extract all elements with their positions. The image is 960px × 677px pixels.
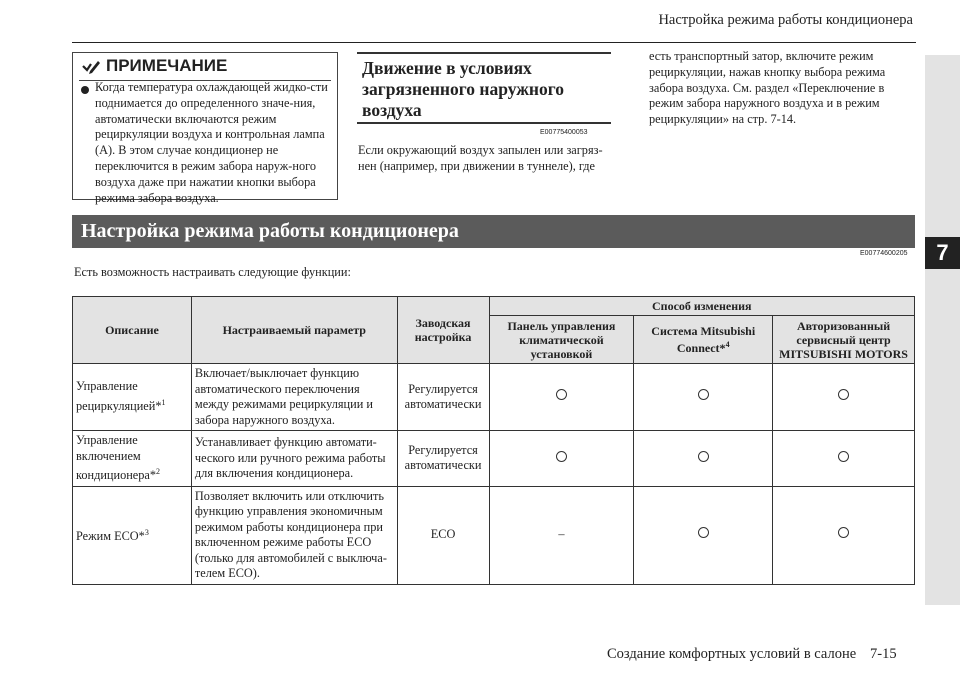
- circle-mark-icon: [698, 527, 709, 538]
- row-desc-text: Управление рециркуляцией*: [76, 379, 162, 414]
- header-connect-sup: 4: [725, 340, 730, 349]
- row-factory: ECO: [397, 486, 489, 584]
- header-dealer: Авторизованный сервисный центр MITSUBISHI MOTORS: [773, 316, 915, 364]
- header-parameter: Настраиваемый параметр: [191, 297, 397, 364]
- circle-mark-icon: [838, 389, 849, 400]
- row-connect: [634, 364, 773, 431]
- subsection-heading: Движение в условиях загрязненного наружного воздуха: [357, 52, 611, 124]
- header-description: Описание: [73, 297, 192, 364]
- row-dealer: [773, 431, 915, 487]
- row-desc-sup: 2: [156, 467, 161, 476]
- side-tab: [925, 55, 960, 605]
- section-intro: Есть возможность настраивать следующие функции:: [74, 265, 351, 279]
- subsection-continuation: есть транспортный затор, включите режим рециркуляции, нажав кнопку выбора режима забора воздуха. См. раздел «Переключение в режим забора наружного воздуха и в режим рециркуляции» на стр. 7-14.: [649, 49, 886, 127]
- row-desc-text: Управление включением кондиционера*: [76, 433, 157, 483]
- row-factory: Регулируется автоматически: [397, 364, 489, 431]
- row-panel: –: [489, 486, 634, 584]
- row-panel: [489, 431, 634, 487]
- header-rule: [72, 42, 916, 43]
- header-panel: Панель управления климатической установкой: [489, 316, 634, 364]
- section-banner: Настройка режима работы кондиционера: [72, 215, 915, 248]
- pencil-check-icon: [81, 58, 101, 74]
- row-desc-text: Режим ECO*: [76, 529, 145, 544]
- header-connect-text: Система Mitsubishi Connect*: [651, 324, 756, 355]
- row-dealer: [773, 364, 915, 431]
- circle-mark-icon: [838, 451, 849, 462]
- table-row: [73, 486, 915, 584]
- running-header-title: Настройка режима работы кондиционера: [658, 12, 913, 28]
- header-connect: [634, 316, 773, 364]
- header-method: Способ изменения: [489, 297, 914, 316]
- circle-mark-icon: [556, 451, 567, 462]
- row-description: [73, 431, 192, 487]
- row-parameter: Устанавливает функцию автомати-ческого или ручного режима работы для включения кондиционера.: [191, 431, 397, 487]
- settings-table: [72, 296, 915, 585]
- row-panel: [489, 364, 634, 431]
- row-connect: [634, 486, 773, 584]
- row-desc-sup: 3: [144, 528, 149, 538]
- row-parameter: Позволяет включить или отключить функцию управления экономичным режимом работы кондиционера при включенном режиме работы ECO (только для автомобилей с выключа-телем ECO).: [191, 486, 397, 584]
- note-header: [73, 53, 345, 79]
- circle-mark-icon: [556, 389, 567, 400]
- chapter-number: 7: [925, 237, 960, 269]
- row-desc-sup: 1: [161, 397, 166, 407]
- note-box: [72, 52, 338, 205]
- table-row: [73, 364, 915, 431]
- header-factory: Заводская настройка: [397, 297, 489, 364]
- section-code: E00774600205: [860, 250, 908, 257]
- subsection-code: E00775400053: [540, 129, 588, 136]
- subsection-text: Если окружающий воздух запылен или загряз-нен (например, при движении в туннеле), где: [358, 143, 603, 173]
- table-row: [73, 431, 915, 487]
- note-text: Когда температура охлаждающей жидко-сти поднимается до определенного значе-ния, автоматически включаются режим рециркуляции воздуха и контрольная лампа (A). В этом случае кондиционер не переключится в режим забора наруж-ного воздуха даже при нажатии кнопки выбора режима забора воздуха.: [95, 80, 328, 205]
- row-description: [73, 364, 192, 431]
- footer-text: Создание комфортных условий в салоне: [607, 646, 857, 662]
- circle-mark-icon: [698, 389, 709, 400]
- row-parameter: Включает/выключает функцию автоматического переключения между режимами рециркуляции и забора наружного воздуха.: [191, 364, 397, 431]
- circle-mark-icon: [838, 527, 849, 538]
- circle-mark-icon: [698, 451, 709, 462]
- bullet-icon: [81, 86, 89, 94]
- row-factory: Регулируется автоматически: [397, 431, 489, 487]
- row-connect: [634, 431, 773, 487]
- row-description: [73, 486, 192, 584]
- note-title: ПРИМЕЧАНИЕ: [106, 56, 228, 75]
- row-dealer: [773, 486, 915, 584]
- page-number: 7-15: [870, 646, 897, 662]
